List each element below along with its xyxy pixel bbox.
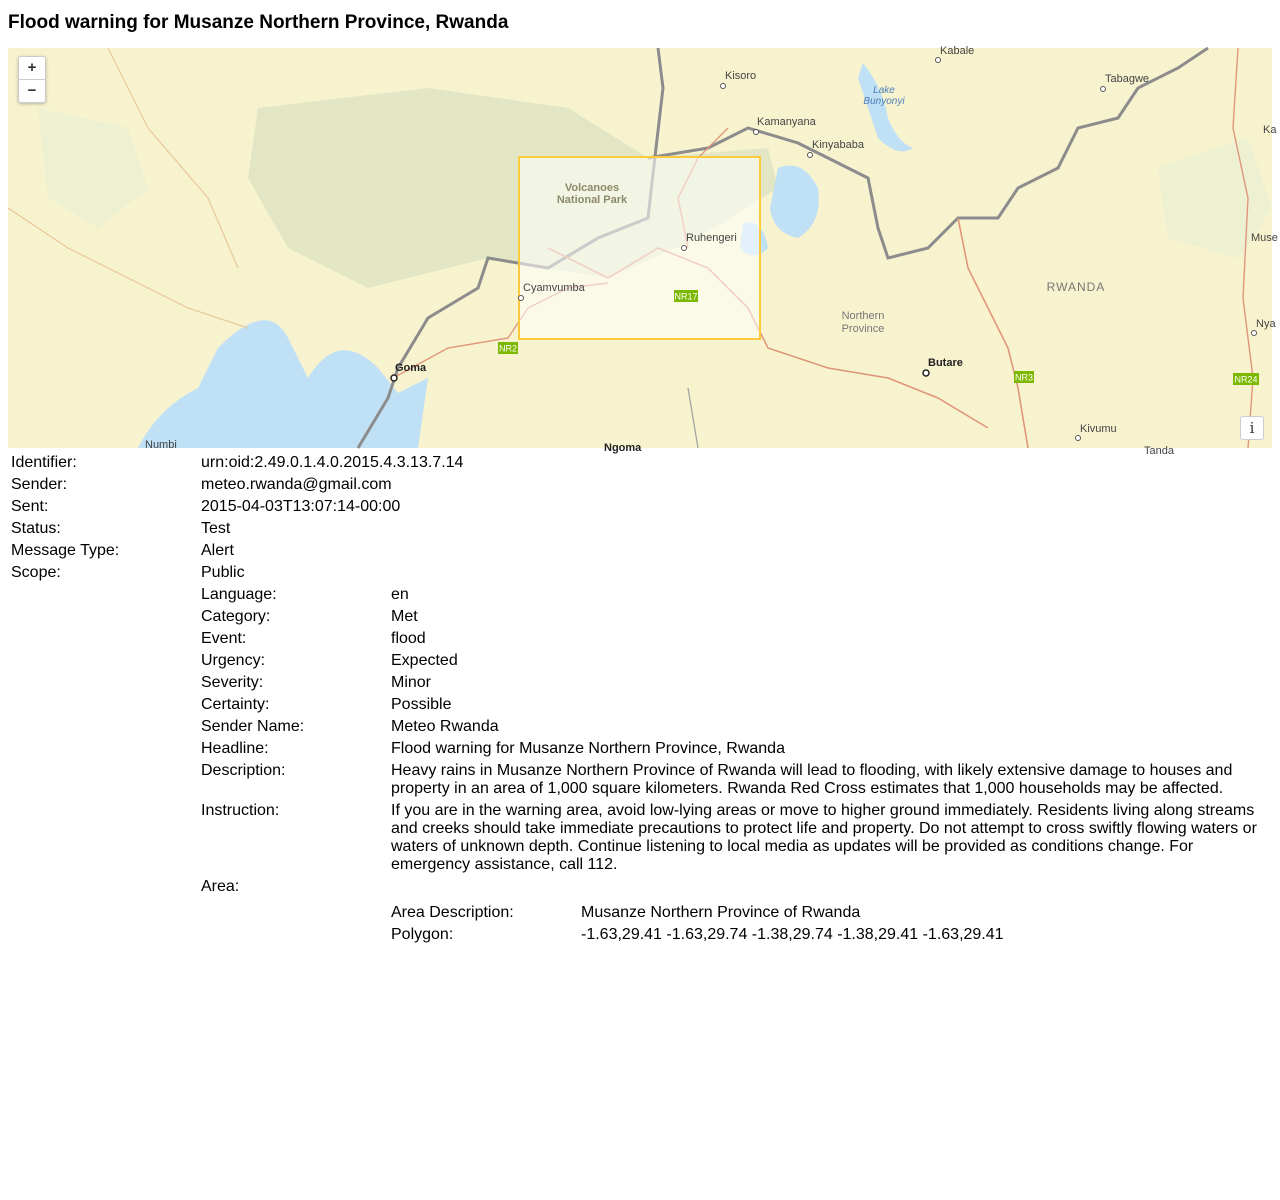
- info-field-row: [201, 696, 1269, 714]
- alert-field-value: Public: [201, 564, 245, 581]
- town-dot: [519, 296, 524, 301]
- town-dot: [1076, 436, 1081, 441]
- alert-field-value: urn:oid:2.49.0.1.4.0.2015.4.3.13.7.14: [201, 454, 464, 471]
- place-label: Kabale: [940, 45, 975, 57]
- alert-field-label: Sender:: [11, 476, 68, 493]
- info-field-row: [201, 718, 1269, 736]
- alert-field-label: Identifier:: [11, 454, 77, 471]
- map-viewport[interactable]: [8, 45, 1278, 457]
- info-field-value: en: [391, 586, 409, 603]
- place-label: Butare: [928, 357, 963, 369]
- place-label: Goma: [395, 362, 427, 374]
- place-label: Kinyababa: [812, 139, 864, 151]
- info-field-label: Event:: [201, 630, 247, 647]
- alert-field-label: Sent:: [11, 498, 49, 515]
- info-field-label: Description:: [201, 762, 286, 779]
- alert-field-value: meteo.rwanda@gmail.com: [201, 476, 392, 493]
- area-field-label: Polygon:: [391, 926, 454, 943]
- warning-area-polygon[interactable]: [519, 157, 760, 339]
- info-field-row: [201, 740, 1269, 758]
- info-field-row: [201, 674, 1269, 692]
- alert-info-fields: [201, 586, 1269, 874]
- alert-field-row: [11, 564, 1269, 582]
- area-label: Area:: [201, 878, 240, 895]
- road-label-nr17: NR17: [674, 291, 698, 302]
- town-dot: [808, 153, 813, 158]
- park-label: Volcanoes: [564, 182, 620, 194]
- info-field-row: [201, 652, 1269, 670]
- town-dot: [682, 246, 687, 251]
- page-title: Flood warning for Musanze Northern Province, Rwanda: [8, 12, 509, 33]
- town-dot: [1101, 87, 1106, 92]
- town-dot: [923, 370, 929, 376]
- alert-field-row: [11, 476, 1269, 494]
- place-label: Numbi: [145, 439, 177, 451]
- info-field-label: Severity:: [201, 674, 264, 691]
- info-field-label: Language:: [201, 586, 277, 603]
- road-label-nr2: NR2: [498, 343, 518, 354]
- alert-field-label: Message Type:: [11, 542, 120, 559]
- region-label: Province: [841, 323, 885, 335]
- info-field-value: Flood warning for Musanze Northern Province, Rwanda: [391, 740, 785, 757]
- alert-details: [11, 454, 1269, 948]
- info-field-label: Certainty:: [201, 696, 270, 713]
- alert-field-row: [11, 542, 1269, 560]
- park-label: National Park: [556, 194, 628, 206]
- map-canvas[interactable]: [8, 45, 1278, 457]
- alert-field-row: [11, 520, 1269, 538]
- info-field-row: [201, 762, 1269, 798]
- place-label: Kivumu: [1080, 423, 1117, 435]
- info-field-label: Instruction:: [201, 802, 280, 819]
- info-field-value: If you are in the warning area, avoid low-lying areas or move to higher ground immediately. Residents living along streams and creeks should take immediate precautions to protect life and property. Do not attempt to cross swiftly flowing waters or waters of unknown depth. Continue listening to local media as updates will be provided as conditions change. For emergency assistance, call 112.: [391, 802, 1257, 873]
- alert-field-label: Scope:: [11, 564, 61, 581]
- info-field-row: [201, 608, 1269, 626]
- place-label: Ruhengeri: [686, 232, 737, 244]
- town-dot: [721, 84, 726, 89]
- alert-field-value: Test: [201, 520, 231, 537]
- area-field-row: [391, 926, 1269, 944]
- town-dot: [1252, 331, 1257, 336]
- zoom-control: [18, 56, 46, 103]
- place-label: Cyamvumba: [523, 282, 585, 294]
- place-label: Nya: [1256, 318, 1276, 330]
- town-dot: [391, 375, 397, 381]
- info-field-value: Met: [391, 608, 418, 625]
- area-field-value: -1.63,29.41 -1.63,29.74 -1.38,29.74 -1.38,29.41 -1.63,29.41: [581, 926, 1004, 943]
- info-field-row: [201, 802, 1269, 874]
- info-field-label: Sender Name:: [201, 718, 305, 735]
- region-label: Northern: [841, 310, 885, 322]
- road-label-nr24: NR24: [1234, 374, 1258, 385]
- area-field-row: [391, 904, 1269, 922]
- place-label: Muse: [1251, 232, 1278, 244]
- info-field-value: Minor: [391, 674, 432, 691]
- place-label: Ka: [1263, 124, 1277, 136]
- road-label-nr3: NR3: [1014, 372, 1034, 383]
- info-field-value: Heavy rains in Musanze Northern Province of Rwanda will lead to flooding, with likely extensive damage to houses and property in an area of 1,000 square kilometers. Rwanda Red Cross estimates that 1,000 households may be affected.: [391, 762, 1233, 797]
- place-label: Kamanyana: [757, 116, 816, 128]
- info-field-row: [201, 586, 1269, 604]
- info-field-value: flood: [391, 630, 426, 647]
- place-label: Tabagwe: [1105, 73, 1150, 85]
- alert-field-row: [11, 454, 1269, 472]
- info-field-value: Expected: [391, 652, 458, 669]
- info-field-label: Headline:: [201, 740, 269, 757]
- area-field-value: Musanze Northern Province of Rwanda: [581, 904, 861, 921]
- lake-label: Bunyonyi: [863, 96, 905, 107]
- alert-fields: [11, 454, 1269, 582]
- alert-field-label: Status:: [11, 520, 61, 537]
- info-field-value: Possible: [391, 696, 452, 713]
- area-section: [201, 878, 1269, 896]
- country-label: RWANDA: [1046, 280, 1106, 294]
- info-field-label: Urgency:: [201, 652, 266, 669]
- area-fields: [391, 904, 1269, 944]
- town-dot: [754, 130, 759, 135]
- town-dot: [936, 58, 941, 63]
- place-label: Tanda: [1144, 445, 1174, 457]
- info-field-label: Category:: [201, 608, 271, 625]
- place-label: Ngoma: [604, 442, 642, 454]
- zoom-in-button[interactable]: +: [27, 59, 37, 76]
- alert-field-value: Alert: [201, 542, 234, 559]
- place-label: Kisoro: [725, 70, 757, 82]
- zoom-out-button[interactable]: −: [19, 79, 45, 102]
- area-field-label: Area Description:: [391, 904, 514, 921]
- alert-field-value: 2015-04-03T13:07:14-00:00: [201, 498, 401, 515]
- lake-label: Lake: [873, 85, 895, 96]
- map-info-button[interactable]: i: [1240, 416, 1264, 440]
- alert-field-row: [11, 498, 1269, 516]
- info-field-row: [201, 630, 1269, 648]
- info-field-value: Meteo Rwanda: [391, 718, 499, 735]
